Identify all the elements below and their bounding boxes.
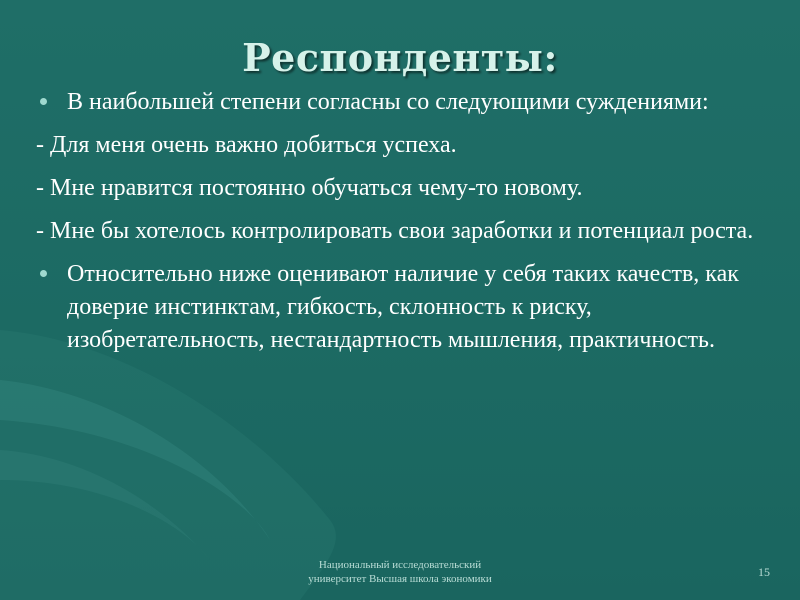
bullet-text: Относительно ниже оценивают наличие у себя таких качеств, как доверие инстинктам, гибкость, склонность к риску, изобретательность, нестандартность мышления, практичность. (67, 261, 739, 353)
dash-item (0, 129, 756, 162)
bullet-item (0, 258, 777, 357)
page-number: 15 (758, 565, 770, 579)
bullet-icon (40, 270, 47, 277)
slide-body (0, 86, 800, 367)
bullet-text: В наибольшей степени согласны со следующими суждениями: (67, 89, 709, 115)
dash-item (0, 215, 756, 248)
dash-item (0, 172, 756, 205)
slide-footer (250, 558, 550, 586)
dash-text: - Мне бы хотелось контролировать свои заработки и потенциал роста. (36, 218, 754, 244)
dash-text: - Для меня очень важно добиться успеха. (36, 132, 457, 158)
slide-title: Респонденты: (242, 35, 558, 80)
footer-line-2: университет Высшая школа экономики (308, 573, 492, 585)
bullet-item (0, 86, 777, 119)
footer-line-1: Национальный исследовательский (318, 559, 482, 571)
bullet-icon (40, 98, 47, 105)
dash-text: - Мне нравится постоянно обучаться чему-то новому. (36, 175, 583, 201)
